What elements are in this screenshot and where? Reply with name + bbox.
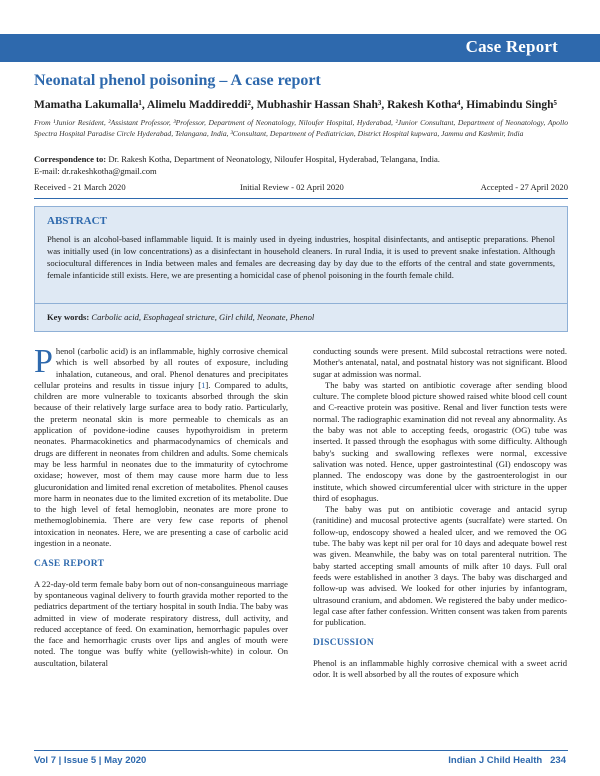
intro-paragraph	[34, 343, 289, 549]
case-paragraph-cont: conducting sounds were present. Mild subcostal retractions were noted. Mother's antenatal, natal, and postnatal history was not significant. Blood sugar at admission was normal.	[313, 346, 567, 379]
keywords-list: Carbolic acid, Esophageal stricture, Girl child, Neonate, Phenol	[91, 312, 315, 322]
case-paragraph-3: The baby was put on antibiotic coverage and antacid syrup (ranitidine) and mucosal protective agents (sucralfate) were started. On follow-up, endoscopy showed a healed ulcer, and we removed the OG tube. The baby was kept nil per oral for 10 days and adequate bowel rest was given. Meanwhile, the baby was on total parenteral nutrition. The baby started accepting small amounts of milk after 10 days. Full oral feeds were established in another 3 days. The baby was discharged and follow-up was advised. We looked for other injuries by infantogram, ultrasound cranium, and abdomen. We registered the baby under medico-legal case after father confession. Written consent was taken from parents for publication.	[313, 504, 567, 628]
article-type-label: Case Report	[465, 37, 558, 56]
correspondence	[34, 153, 568, 177]
keywords	[47, 312, 555, 322]
abstract-heading: ABSTRACT	[47, 215, 107, 227]
received-date: Received - 21 March 2020	[34, 182, 126, 192]
footer-journal-page: Indian J Child Health 234	[448, 755, 566, 766]
article-title: Neonatal phenol poisoning – A case report	[34, 72, 321, 89]
drop-cap: P	[34, 343, 53, 380]
case-paragraph: A 22-day-old term female baby born out of non-consanguineous marriage by spontaneous vaginal delivery to fourth gravida mother reported to the pediatrics department of the tertiary hospital in south India. The baby was admitted in view of moderate respiratory distress, dull activity, and reduced acceptance of feed. On examination, hemorrhagic papules over the face and hemorrhagic crusts over lips and angles of mouth were noted. The tongue was buffy white (yellowish-white) in colour. On auscultation, bilateral	[34, 578, 288, 668]
initial-review-date: Initial Review - 02 April 2020	[240, 182, 344, 192]
accepted-date: Accepted - 27 April 2020	[480, 182, 568, 192]
intro-text-b: ]. Compared to adults, children are more vulnerable to toxicants absorbed through the skin because of their relatively large surface area to body ratio. Particularly, the preterm neonatal skin is more permeable to chemicals as an application of povidone-iodine causes hypothyroidism in preterm neonates. Pharmacokinetics and pharmacodynamics of chemicals and drugs are different in neonates from children and adults. Some chemicals may be less harmful in neonates due to the immaturity of cytochrome oxidase; however, most of them may cause more harm due to less glucuronidation and limited renal excretion of metabolites. Phenol causes more harm in neonates due to the limited excretion of its metabolite. Due to the high level of fetal hemoglobin, neonates are more prone to methemoglobinemia. There are very few case reports of phenol intoxication in neonates. Here, we are presenting a case of carbolic acid ingestion in a neonate.	[34, 379, 289, 549]
correspondence-email: E-mail: dr.rakeshkotha@gmail.com	[34, 166, 157, 176]
intro-text-a: henol (carbolic acid) is an inflammable, highly corrosive chemical which is well absorbed by all routes of exposure, including inhalation, cutaneous, and oral. Phenol denatures and precipitates cellular proteins and results in tissue injury [	[34, 346, 288, 390]
abstract-text: Phenol is an alcohol-based inflammable liquid. It is mainly used in dyeing industries, hospital disinfectants, and antiseptic preparations. Phenol was initially used (in low concentrations) as a disinfectant in household cleaners. In rural India, it is used to prevent snake infestation. Although sociocultural differences in India between males and females are decreasing day by day due to the efforts of the central and state governments, female infanticide still exists. Here, we are presenting a homicidal case of phenol poisoning in the fourth female child.	[47, 234, 555, 280]
case-report-heading: CASE REPORT	[34, 559, 105, 570]
affiliations: From ¹Junior Resident, ²Assistant Professor, ³Professor, Department of Neonatology, Niloufer Hospital, Hyderabad, ²Junior Consultant, Department of Neonatology, Apollo Spectra Hospital Paradise Circle Hyderabad, Telangana, India, ³Consultant, Department of Pediatrician, District Hospital kupwara, Jammu and Kashmir, India	[34, 118, 568, 138]
article-type-bar	[0, 34, 600, 62]
correspondence-label: Correspondence to:	[34, 154, 107, 164]
abstract-box	[34, 206, 568, 332]
footer-divider	[34, 750, 568, 751]
footer-issue: Vol 7 | Issue 5 | May 2020	[34, 755, 147, 766]
keywords-label: Key words:	[47, 312, 90, 322]
reference-link[interactable]: 1	[201, 379, 206, 390]
left-column	[34, 343, 289, 669]
abstract-divider	[35, 303, 567, 304]
discussion-heading: DISCUSSION	[313, 638, 375, 649]
header-divider	[34, 198, 568, 199]
discussion-paragraph: Phenol is an inflammable highly corrosive chemical with a sweet acrid odor. It is well absorbed by all the routes of exposure which	[313, 657, 567, 680]
author-list: Mamatha Lakumalla¹, Alimelu Maddireddi², Mubhashir Hassan Shah³, Rakesh Kotha⁴, Himabindu Singh⁵	[34, 99, 557, 111]
correspondence-text: Dr. Rakesh Kotha, Department of Neonatology, Niloufer Hospital, Hyderabad, Telangana, India.	[108, 154, 440, 164]
case-paragraph-2: The baby was started on antibiotic coverage after sending blood culture. The complete blood picture showed raised white blood cell count and C-reactive protein was positive. Renal and liver function tests were normal. The radiographic examination did not reveal any abnormality. As the baby was not able to accepting feeds, orogastric (OG) tube was inserted. It passed through the esophagus with some difficulty. Although baby's sucking and swallowing reflexes were normal, excessive salivation was noted. Hence, upper gastrointestinal (GI) endoscopy was planned. The endoscopy was done by the gastroenterologist in our institute, which showed circumferential ulcer with stricture in the upper third of esophagus.	[313, 379, 567, 503]
right-column	[313, 346, 567, 680]
